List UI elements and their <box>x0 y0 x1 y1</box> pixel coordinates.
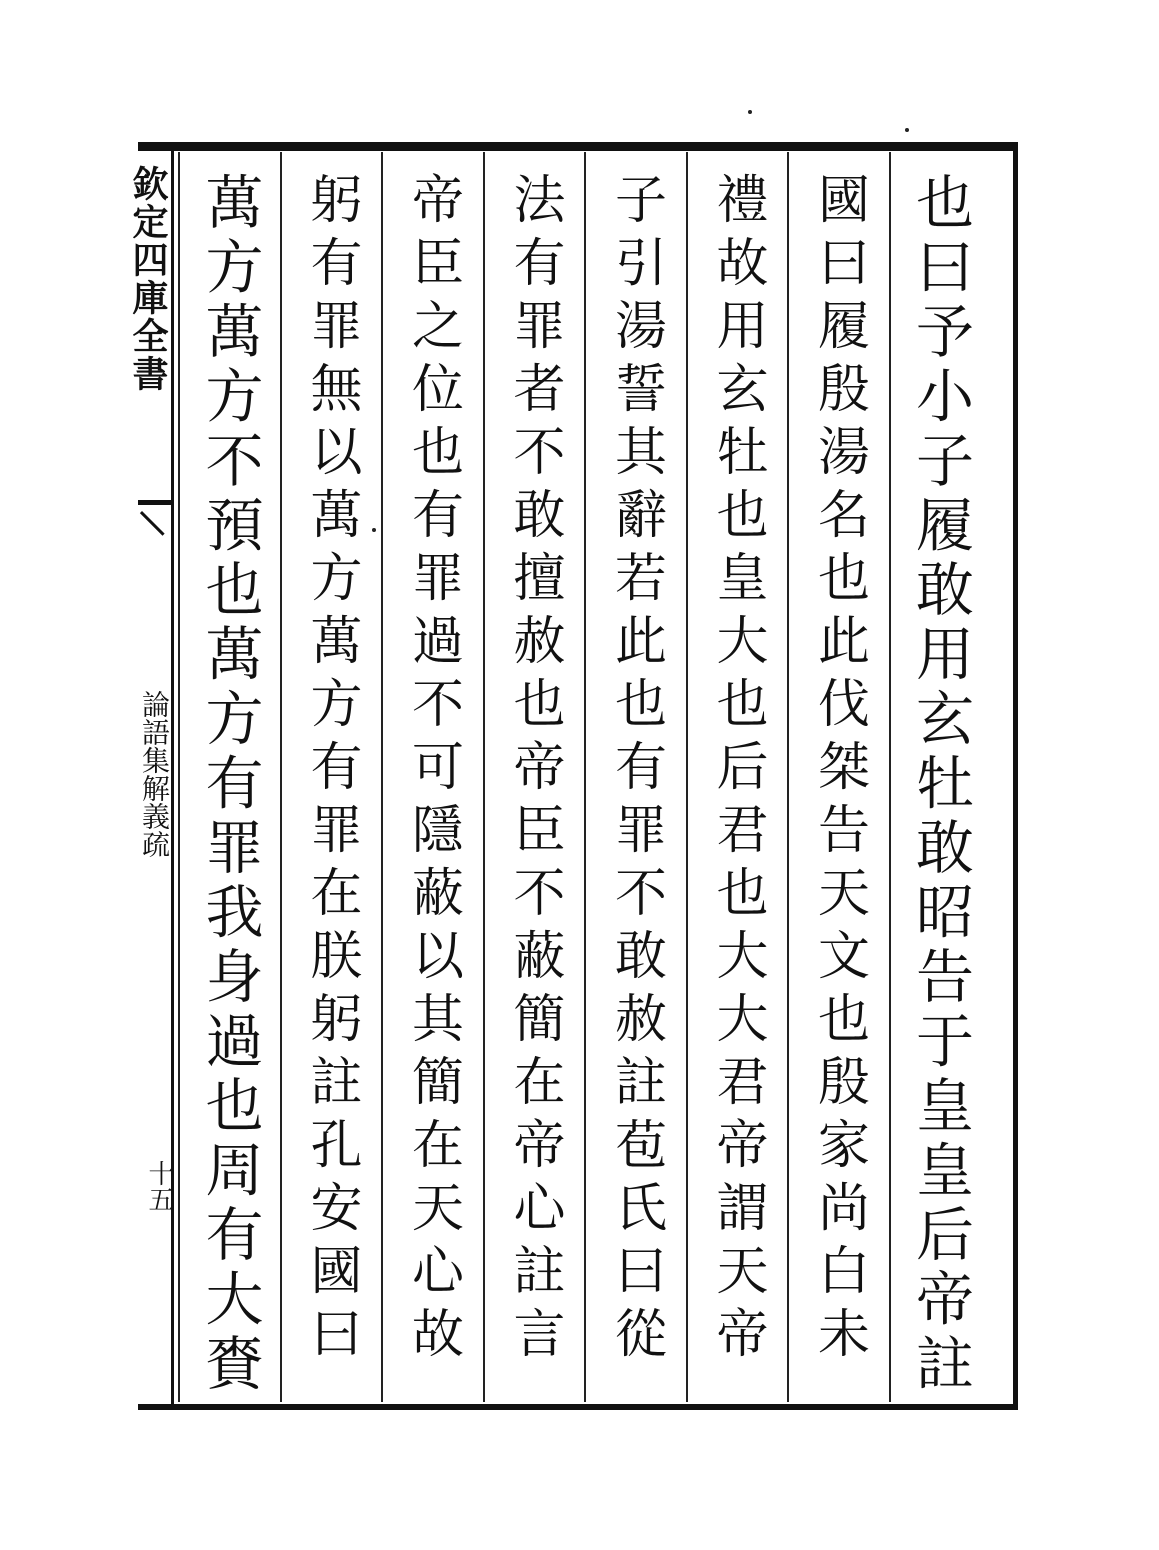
text-column-6: 帝臣之位也有罪過不可隱蔽以其簡在天心故 <box>381 152 483 1402</box>
leaf-number: 十五 <box>144 1160 174 1212</box>
text-column-2: 國曰履殷湯名也此伐桀告天文也殷家尚白未 <box>787 152 889 1402</box>
book-title: 論語集解義疏 <box>138 690 171 858</box>
text-columns <box>178 152 990 1402</box>
text-column-4: 子引湯誓其辭若此也有罪不敢赦註苞氏曰從 <box>584 152 686 1402</box>
ink-speck <box>905 128 909 132</box>
ink-speck <box>372 528 376 532</box>
fishtail-mark-icon <box>138 500 174 530</box>
text-column-8: 萬方萬方不預也萬方有罪我身過也周有大賚 <box>178 152 280 1402</box>
collection-title: 欽定四庫全書 <box>127 165 169 393</box>
text-column-3: 禮故用玄牡也皇大也后君也大大君帝謂天帝 <box>686 152 788 1402</box>
text-column-7: 躬有罪無以萬方萬方有罪在朕躬註孔安國曰 <box>280 152 382 1402</box>
text-column-1: 也曰予小子履敢用玄牡敢昭告于皇皇后帝註 <box>889 152 991 1402</box>
ink-speck <box>748 110 752 114</box>
text-column-5: 法有罪者不敢擅赦也帝臣不蔽簡在帝心註言 <box>483 152 585 1402</box>
